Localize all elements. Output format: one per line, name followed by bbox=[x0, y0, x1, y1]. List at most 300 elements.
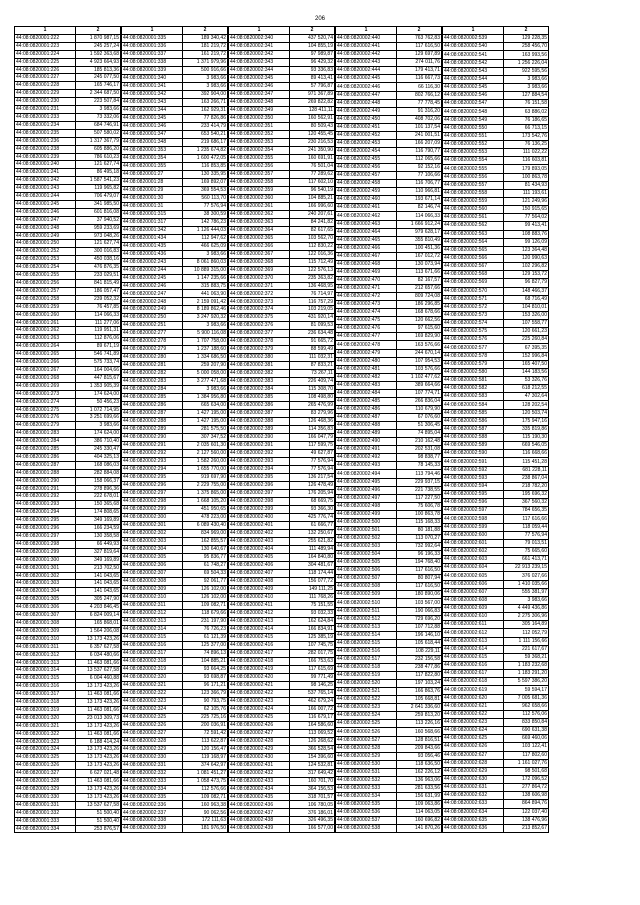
cadastral-number-cell: 44:08:0820002:534 bbox=[336, 792, 397, 800]
cadastral-number-cell: 44:08:0820001:323 bbox=[15, 738, 76, 746]
cadastral-number-cell: 44:08:0820002:528 bbox=[336, 744, 397, 752]
value-cell: 72 591,42 bbox=[183, 729, 228, 737]
value-cell: 3 983,66 bbox=[183, 82, 228, 90]
cadastral-number-cell: 44:08:0820002:331 bbox=[122, 761, 183, 769]
table-row bbox=[336, 454, 442, 462]
value-cell: 176 205,94 bbox=[290, 490, 335, 498]
table-row bbox=[15, 406, 121, 414]
cadastral-number-cell: 44:08:0820002:381 bbox=[229, 362, 290, 370]
table-row bbox=[229, 721, 335, 729]
value-cell: 226 409,74 bbox=[290, 378, 335, 386]
table-row bbox=[15, 548, 121, 556]
cadastral-number-cell: 44:08:0820001:305 bbox=[15, 596, 76, 604]
value-cell: 11 463 081,66 bbox=[76, 659, 121, 667]
cadastral-number-cell: 44:08:0820002:315 bbox=[122, 633, 183, 641]
cadastral-number-cell: 44:08:0820001:236 bbox=[15, 137, 76, 145]
cadastral-number-cell: 44:08:0820002:403 bbox=[229, 538, 290, 546]
cadastral-number-cell: 44:08:0820001:296 bbox=[15, 525, 76, 533]
table-row bbox=[15, 627, 121, 635]
cadastral-number-cell: 44:08:0820002:375 bbox=[229, 314, 290, 322]
table-row bbox=[122, 202, 228, 210]
table-row bbox=[229, 50, 335, 58]
value-cell: 126 468,36 bbox=[290, 418, 335, 426]
cadastral-number-cell: 44:08:0820002:627 bbox=[443, 751, 504, 759]
cadastral-number-cell: 44:08:0820002:429 bbox=[229, 745, 290, 753]
table-row bbox=[122, 801, 228, 809]
table-row bbox=[443, 767, 549, 775]
table-row bbox=[229, 545, 335, 553]
table-row bbox=[122, 170, 228, 178]
table-row bbox=[443, 442, 549, 450]
value-cell: 450 038,16 bbox=[76, 256, 121, 264]
cadastral-number-cell: 44:08:0820002:371 bbox=[229, 282, 290, 290]
value-cell: 282 017,75 bbox=[290, 649, 335, 657]
cadastral-number-cell: 44:08:0820002:423 bbox=[229, 697, 290, 705]
cadastral-number-cell: 44:08:0820002:389 bbox=[229, 426, 290, 434]
table-row bbox=[15, 169, 121, 177]
value-cell: 230 216,53 bbox=[290, 138, 335, 146]
cadastral-number-cell: 44:08:0820001:233 bbox=[15, 113, 76, 121]
table-row bbox=[15, 738, 121, 746]
table-row bbox=[443, 189, 549, 197]
table-row bbox=[229, 250, 335, 258]
cadastral-number-cell: 44:08:0820002:455 bbox=[336, 156, 397, 164]
value-cell: 77 289,62 bbox=[290, 170, 335, 178]
value-cell: 93 056,46 bbox=[397, 752, 442, 760]
value-cell: 167 012,72 bbox=[397, 252, 442, 260]
table-row bbox=[443, 637, 549, 645]
table-row bbox=[336, 559, 442, 567]
table-row bbox=[122, 705, 228, 713]
cadastral-number-cell: 44:08:0820002:539 bbox=[443, 35, 504, 43]
value-cell: 117 616,50 bbox=[397, 43, 442, 51]
cadastral-number-cell: 44:08:0820002:243 bbox=[122, 258, 183, 266]
cadastral-number-cell: 44:08:0820001:240 bbox=[15, 161, 76, 169]
cadastral-number-cell: 44:08:0820001:320 bbox=[15, 714, 76, 722]
table-row bbox=[336, 156, 442, 164]
cadastral-number-cell: 44:08:0820002:458 bbox=[336, 180, 397, 188]
value-cell: 162 855,57 bbox=[183, 538, 228, 546]
table-row bbox=[229, 673, 335, 681]
cadastral-number-cell: 44:08:0820001:291 bbox=[15, 485, 76, 493]
cadastral-number-cell: 44:08:0820002:392 bbox=[229, 450, 290, 458]
table-row bbox=[229, 753, 335, 761]
table-row bbox=[122, 569, 228, 577]
table-row bbox=[336, 712, 442, 720]
value-cell: 111 193,61 bbox=[504, 189, 549, 197]
value-cell: 129 697,89 bbox=[397, 51, 442, 59]
table-row bbox=[336, 91, 442, 99]
cadastral-number-cell: 44:08:0820001:303 bbox=[15, 580, 76, 588]
cadastral-number-cell: 44:08:0820002:390 bbox=[229, 434, 290, 442]
value-cell: 6 034 480,66 bbox=[76, 651, 121, 659]
value-cell: 103 576,66 bbox=[397, 365, 442, 373]
value-cell: 121 627,74 bbox=[76, 240, 121, 248]
table-row bbox=[122, 386, 228, 394]
table-row bbox=[122, 649, 228, 657]
value-cell: 784 656,35 bbox=[504, 507, 549, 515]
cadastral-number-cell: 44:08:0820002:321 bbox=[122, 681, 183, 689]
value-cell: 118 174,44 bbox=[290, 569, 335, 577]
cadastral-number-cell: 44:08:0820002:552 bbox=[443, 140, 504, 148]
table-row bbox=[122, 378, 228, 386]
cadastral-number-cell: 44:08:0820002:495 bbox=[336, 478, 397, 486]
table-row bbox=[336, 518, 442, 526]
table-row bbox=[443, 140, 549, 148]
value-cell: 128 202,54 bbox=[504, 401, 549, 409]
cadastral-number-cell: 44:08:0820002:317 bbox=[122, 649, 183, 657]
table-row bbox=[122, 761, 228, 769]
table-row bbox=[336, 276, 442, 284]
cadastral-number-cell: 44:08:0820002:319 bbox=[122, 665, 183, 673]
table-row bbox=[122, 418, 228, 426]
value-cell: 186 057,47 bbox=[76, 287, 121, 295]
value-cell: 259 813,20 bbox=[397, 712, 442, 720]
cadastral-number-cell: 44:08:0820001:340 bbox=[122, 74, 183, 82]
column-header: 2 bbox=[504, 27, 549, 35]
cadastral-number-cell: 44:08:0820002:328 bbox=[122, 737, 183, 745]
cadastral-number-cell: 44:08:0820002:421 bbox=[229, 681, 290, 689]
value-cell: 113 794,46 bbox=[397, 470, 442, 478]
cadastral-number-cell: 44:08:0820002:304 bbox=[122, 545, 183, 553]
value-cell: 111 022,22 bbox=[504, 149, 549, 157]
cadastral-number-cell: 44:08:0820002:483 bbox=[336, 381, 397, 389]
value-cell: 61 666,77 bbox=[290, 522, 335, 530]
table-row bbox=[443, 604, 549, 612]
table-row bbox=[443, 458, 549, 466]
value-cell: 104 855,19 bbox=[290, 42, 335, 50]
table-row bbox=[229, 306, 335, 314]
table-row bbox=[15, 98, 121, 106]
value-cell: 89 413,41 bbox=[290, 74, 335, 82]
cadastral-number-cell: 44:08:0820002:489 bbox=[336, 430, 397, 438]
cadastral-number-cell: 44:08:0820001:290 bbox=[15, 477, 76, 485]
table-row bbox=[15, 303, 121, 311]
value-cell: 166 234,59 bbox=[76, 525, 121, 533]
cadastral-number-cell: 44:08:0820001:256 bbox=[15, 280, 76, 288]
value-cell: 83 279,96 bbox=[290, 410, 335, 418]
table-row bbox=[443, 670, 549, 678]
table-row bbox=[443, 539, 549, 547]
value-cell: 233 029,51 bbox=[76, 272, 121, 280]
value-cell: 1 600 472,05 bbox=[183, 154, 228, 162]
table-row bbox=[229, 74, 335, 82]
cadastral-number-cell: 44:08:0820002:251 bbox=[122, 322, 183, 330]
cadastral-number-cell: 44:08:0820002:566 bbox=[443, 254, 504, 262]
cadastral-number-cell: 44:08:0820002:531 bbox=[336, 768, 397, 776]
value-cell: 116 667,73 bbox=[397, 75, 442, 83]
value-cell: 102 296,82 bbox=[504, 263, 549, 271]
value-cell: 317 649,42 bbox=[290, 769, 335, 777]
cadastral-number-cell: 44:08:0820002:630 bbox=[443, 775, 504, 783]
value-cell: 96 827,79 bbox=[504, 279, 549, 287]
cadastral-number-cell: 44:08:0820002:556 bbox=[443, 173, 504, 181]
cadastral-number-cell: 44:08:0820002:348 bbox=[229, 98, 290, 106]
cadastral-number-cell: 44:08:0820002:457 bbox=[336, 172, 397, 180]
value-cell: 79 013,51 bbox=[504, 539, 549, 547]
value-cell: 59 368,21 bbox=[504, 653, 549, 661]
value-cell: 115 451,28 bbox=[504, 458, 549, 466]
table-row bbox=[443, 287, 549, 295]
table-row bbox=[15, 359, 121, 367]
table-row bbox=[122, 218, 228, 226]
value-cell: 109 063,86 bbox=[397, 801, 442, 809]
value-cell: 241 350,90 bbox=[290, 146, 335, 154]
cadastral-number-cell: 44:08:0820002:464 bbox=[336, 228, 397, 236]
value-cell: 5 000 058,00 bbox=[183, 370, 228, 378]
value-cell: 76 151,58 bbox=[504, 100, 549, 108]
value-cell: 120 990,63 bbox=[504, 254, 549, 262]
value-cell: 91 316,20 bbox=[397, 107, 442, 115]
cadastral-number-cell: 44:08:0820002:285 bbox=[122, 394, 183, 402]
value-cell: 110 966,81 bbox=[397, 188, 442, 196]
cadastral-number-cell: 44:08:0820001:267 bbox=[15, 366, 76, 374]
table-row bbox=[229, 290, 335, 298]
cadastral-number-cell: 44:08:0820002:365 bbox=[229, 234, 290, 242]
value-cell: 78 145,33 bbox=[397, 462, 442, 470]
cadastral-number-cell: 44:08:0820001:257 bbox=[15, 287, 76, 295]
table-row bbox=[15, 224, 121, 232]
table-row bbox=[15, 390, 121, 398]
cadastral-number-cell: 44:08:0820002:340 bbox=[229, 34, 290, 42]
value-cell: 108 498,80 bbox=[290, 394, 335, 402]
value-cell: 318 701,57 bbox=[290, 793, 335, 801]
value-cell: 68 716,49 bbox=[504, 295, 549, 303]
table-row bbox=[229, 210, 335, 218]
value-cell: 13 173 423,26 bbox=[76, 683, 121, 691]
table-row bbox=[229, 825, 335, 833]
value-cell: 8 061 860,03 bbox=[183, 258, 228, 266]
cadastral-number-cell: 44:08:0820002:430 bbox=[229, 753, 290, 761]
table-row bbox=[336, 373, 442, 381]
table-row bbox=[336, 639, 442, 647]
cadastral-number-cell: 44:08:0820002:525 bbox=[336, 720, 397, 728]
value-cell: 1 666 912,24 bbox=[397, 220, 442, 228]
table-row bbox=[229, 274, 335, 282]
table-row bbox=[336, 510, 442, 518]
cadastral-number-cell: 44:08:0820001:301 bbox=[15, 564, 76, 572]
table-row bbox=[443, 515, 549, 523]
cadastral-number-cell: 44:08:0820002:396 bbox=[229, 482, 290, 490]
cadastral-number-cell: 44:08:0820002:635 bbox=[443, 816, 504, 824]
cadastral-number-cell: 44:08:0820002:573 bbox=[443, 311, 504, 319]
table-row bbox=[15, 691, 121, 699]
value-cell: 22 913 239,15 bbox=[504, 564, 549, 572]
value-cell: 100 451,36 bbox=[397, 244, 442, 252]
value-cell: 105 668,81 bbox=[397, 696, 442, 704]
value-cell: 3 251 699,66 bbox=[76, 414, 121, 422]
value-cell: 129 153,72 bbox=[504, 271, 549, 279]
value-cell: 130 358,58 bbox=[76, 533, 121, 541]
table-row bbox=[336, 268, 442, 276]
table-row bbox=[15, 185, 121, 193]
cadastral-number-cell: 44:08:0820001:346 bbox=[122, 122, 183, 130]
cadastral-number-cell: 44:08:0820002:339 bbox=[122, 825, 183, 833]
cadastral-number-cell: 44:08:0820002:633 bbox=[443, 800, 504, 808]
table-row bbox=[15, 430, 121, 438]
value-cell: 125 377,00 bbox=[183, 641, 228, 649]
table-row bbox=[336, 260, 442, 268]
table-row bbox=[229, 322, 335, 330]
cadastral-number-cell: 44:08:0820002:376 bbox=[229, 322, 290, 330]
table-row bbox=[15, 295, 121, 303]
cadastral-number-cell: 44:08:0820002:508 bbox=[336, 583, 397, 591]
cadastral-number-cell: 44:08:0820002:342 bbox=[229, 50, 290, 58]
cadastral-number-cell: 44:08:0820001:28 bbox=[122, 178, 183, 186]
cadastral-number-cell: 44:08:0820002:477 bbox=[336, 333, 397, 341]
cadastral-number-cell: 44:08:0820002:420 bbox=[229, 673, 290, 681]
cadastral-number-cell: 44:08:0820001:338 bbox=[122, 58, 183, 66]
cadastral-number-cell: 44:08:0820002:507 bbox=[336, 575, 397, 583]
value-cell: 107 558,77 bbox=[504, 320, 549, 328]
cadastral-number-cell: 44:08:0820002:412 bbox=[229, 609, 290, 617]
value-cell: 75 665,60 bbox=[504, 548, 549, 556]
value-cell: 120 455,45 bbox=[290, 130, 335, 138]
value-cell: 138 606,98 bbox=[504, 792, 549, 800]
value-cell: 1 587 541,23 bbox=[76, 177, 121, 185]
cadastral-number-cell: 44:08:0820001:342 bbox=[122, 90, 183, 98]
value-cell: 73 332,06 bbox=[76, 113, 121, 121]
value-cell: 277 864,72 bbox=[504, 784, 549, 792]
cadastral-number-cell: 44:08:0820002:585 bbox=[443, 409, 504, 417]
value-cell: 103 567,00 bbox=[397, 599, 442, 607]
table-row bbox=[229, 697, 335, 705]
value-cell: 149 111,25 bbox=[290, 585, 335, 593]
table-row bbox=[443, 499, 549, 507]
cadastral-number-cell: 44:08:0820002:395 bbox=[229, 474, 290, 482]
value-cell: 123 364,48 bbox=[504, 246, 549, 254]
cadastral-number-cell: 44:08:0820002:610 bbox=[443, 613, 504, 621]
cadastral-number-cell: 44:08:0820002:334 bbox=[122, 785, 183, 793]
value-cell: 87 833,21 bbox=[290, 362, 335, 370]
table-row bbox=[15, 651, 121, 659]
cadastral-number-cell: 44:08:0820002:636 bbox=[443, 824, 504, 833]
table-row bbox=[443, 246, 549, 254]
value-cell: 121 249,96 bbox=[504, 197, 549, 205]
value-cell: 116 790,77 bbox=[397, 147, 442, 155]
table-row bbox=[443, 751, 549, 759]
table-row bbox=[443, 197, 549, 205]
table-row bbox=[443, 621, 549, 629]
table-row bbox=[443, 214, 549, 222]
table-row bbox=[336, 196, 442, 204]
cadastral-number-cell: 44:08:0820002:514 bbox=[336, 631, 397, 639]
table-row bbox=[229, 394, 335, 402]
table-row bbox=[443, 580, 549, 588]
cadastral-number-cell: 44:08:0820001:308 bbox=[15, 619, 76, 627]
cadastral-number-cell: 44:08:0820002:299 bbox=[122, 506, 183, 514]
value-cell: 101 137,54 bbox=[397, 123, 442, 131]
value-cell: 112 576,66 bbox=[183, 785, 228, 793]
value-cell: 93 366,30 bbox=[290, 506, 335, 514]
table-row bbox=[15, 485, 121, 493]
cadastral-number-cell: 44:08:0820002:486 bbox=[336, 405, 397, 413]
value-cell: 163 576,66 bbox=[397, 341, 442, 349]
table-row bbox=[336, 526, 442, 534]
value-cell: 51 500,40 bbox=[76, 817, 121, 825]
value-cell: 3 983,66 bbox=[183, 322, 228, 330]
value-cell: 245 257,24 bbox=[76, 42, 121, 50]
table-row bbox=[122, 545, 228, 553]
cadastral-number-cell: 44:08:0820002:287 bbox=[122, 410, 183, 418]
cadastral-number-cell: 44:08:0820002:305 bbox=[122, 553, 183, 561]
value-cell: 962 658,66 bbox=[504, 702, 549, 710]
cadastral-number-cell: 44:08:0820002:460 bbox=[336, 196, 397, 204]
cadastral-number-cell: 44:08:0820002:297 bbox=[122, 490, 183, 498]
cadastral-number-cell: 44:08:0820002:532 bbox=[336, 776, 397, 784]
table-row bbox=[336, 591, 442, 599]
table-row bbox=[122, 162, 228, 170]
value-cell: 154 396,60 bbox=[290, 753, 335, 761]
table-row bbox=[122, 530, 228, 538]
table-row bbox=[15, 438, 121, 446]
value-cell: 197 103,24 bbox=[397, 680, 442, 688]
table-row bbox=[229, 202, 335, 210]
table-row bbox=[336, 301, 442, 309]
cadastral-number-cell: 44:08:0820001:255 bbox=[15, 272, 76, 280]
cadastral-number-cell: 44:08:0820002:536 bbox=[336, 809, 397, 817]
cadastral-number-cell: 44:08:0820002:497 bbox=[336, 494, 397, 502]
value-cell: 172 111,63 bbox=[183, 817, 228, 825]
table-row bbox=[122, 538, 228, 546]
value-cell: 160 696,82 bbox=[397, 817, 442, 825]
value-cell: 166 007,72 bbox=[290, 705, 335, 713]
table-row bbox=[229, 314, 335, 322]
value-cell: 366 528,54 bbox=[290, 745, 335, 753]
table-row bbox=[336, 728, 442, 736]
table-block bbox=[121, 26, 228, 833]
table-row bbox=[336, 172, 442, 180]
cadastral-number-cell: 44:08:0820002:471 bbox=[336, 285, 397, 293]
table-row bbox=[15, 193, 121, 201]
table-row bbox=[15, 113, 121, 121]
table-row bbox=[122, 338, 228, 346]
cadastral-number-cell: 44:08:0820001:328 bbox=[15, 778, 76, 786]
cadastral-number-cell: 44:08:0820002:377 bbox=[229, 330, 290, 338]
table-row bbox=[15, 635, 121, 643]
table-row bbox=[336, 655, 442, 663]
cadastral-number-cell: 44:08:0820001:436 bbox=[122, 250, 183, 258]
table-row bbox=[15, 778, 121, 786]
value-cell: 281 575,50 bbox=[183, 426, 228, 434]
cadastral-number-cell: 44:08:0820002:448 bbox=[336, 99, 397, 107]
cadastral-number-cell: 44:08:0820002:622 bbox=[443, 710, 504, 718]
cadastral-number-cell: 44:08:0820002:615 bbox=[443, 653, 504, 661]
cadastral-number-cell: 44:08:0820001:231 bbox=[15, 106, 76, 114]
table-row bbox=[122, 777, 228, 785]
value-cell: 245 330,47 bbox=[76, 446, 121, 454]
table-row bbox=[15, 699, 121, 707]
cadastral-number-cell: 44:08:0820001:261 bbox=[15, 319, 76, 327]
cadastral-number-cell: 44:08:0820002:562 bbox=[443, 222, 504, 230]
table-row bbox=[15, 161, 121, 169]
cadastral-number-cell: 44:08:0820002:277 bbox=[122, 330, 183, 338]
value-cell: 111 277,06 bbox=[76, 319, 121, 327]
cadastral-number-cell: 44:08:0820002:563 bbox=[443, 230, 504, 238]
cadastral-number-cell: 44:08:0820002:368 bbox=[229, 258, 290, 266]
table-row bbox=[336, 115, 442, 123]
column-header: 2 bbox=[76, 27, 121, 35]
cadastral-number-cell: 44:08:0820001:230 bbox=[15, 98, 76, 106]
cadastral-number-cell: 44:08:0820002:529 bbox=[336, 752, 397, 760]
value-cell: 38 300,59 bbox=[183, 210, 228, 218]
table-row bbox=[229, 785, 335, 793]
value-cell: 169 829,90 bbox=[397, 333, 442, 341]
table-row bbox=[443, 295, 549, 303]
table-row bbox=[229, 761, 335, 769]
value-cell: 67 076,60 bbox=[397, 414, 442, 422]
value-cell: 174 624,00 bbox=[76, 430, 121, 438]
